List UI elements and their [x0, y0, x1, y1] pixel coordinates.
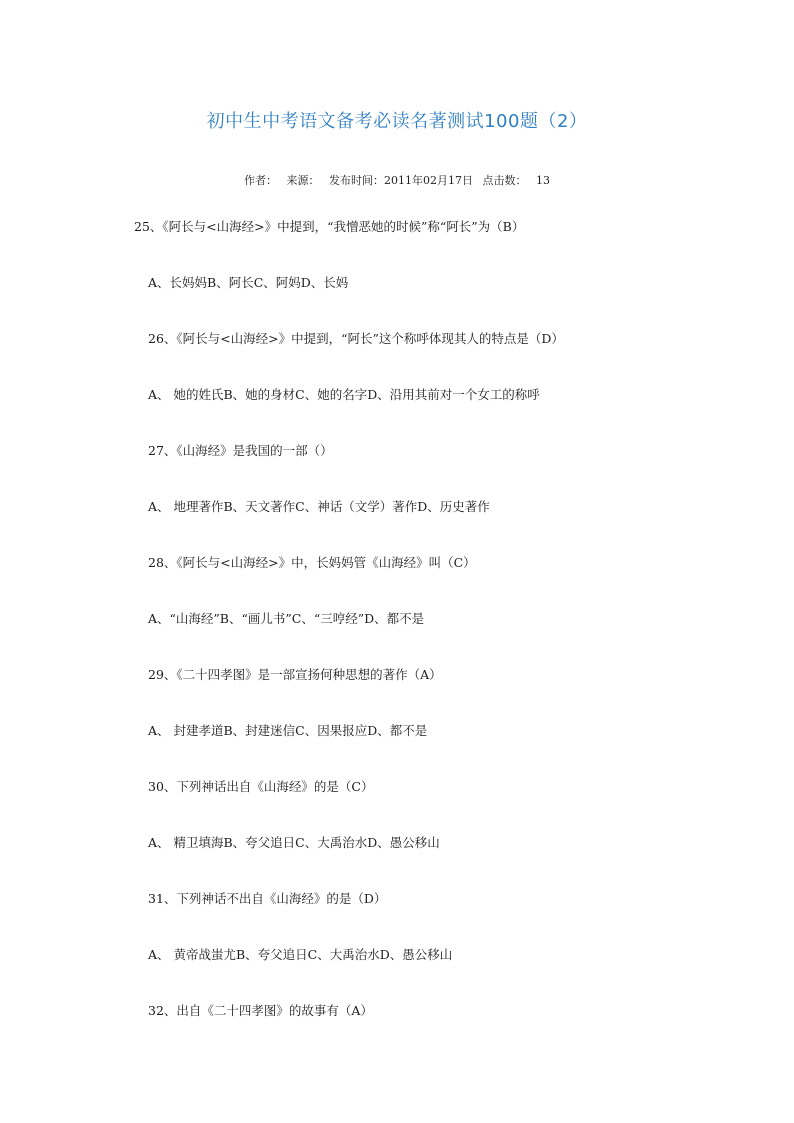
- question-30: 30、下列神话出自《山海经》的是（C）: [148, 779, 374, 794]
- options-27: A、 地理著作B、天文著作C、神话（文学）著作D、历史著作: [148, 499, 490, 514]
- options-28: A、“山海经”B、“画儿书”C、“三哼经”D、都不是: [148, 611, 425, 626]
- question-32: 32、出自《二十四孝图》的故事有（A）: [148, 1003, 373, 1018]
- options-25: A、长妈妈B、阿长C、阿妈D、长妈: [148, 275, 349, 290]
- source-label: 来源：: [286, 174, 320, 187]
- publish-date: 2011年02月17日: [384, 174, 473, 187]
- question-25: 25、《阿长与<山海经>》中提到，“我憎恶她的时候”称“阿长”为（B）: [134, 219, 525, 234]
- article-meta: [0, 172, 794, 188]
- options-26: A、 她的姓氏B、她的身材C、她的名字D、沿用其前对一个女工的称呼: [148, 387, 540, 402]
- options-31: A、 黄帝战蚩尤B、夸父追日C、大禹治水D、愚公移山: [148, 947, 453, 962]
- page-title: 初中生中考语文备考必读名著测试100题（2）: [206, 111, 588, 132]
- author-label: 作者：: [244, 174, 277, 187]
- question-26: 26、《阿长与<山海经>》中提到，“阿长”这个称呼体现其人的特点是（D）: [148, 331, 564, 346]
- publish-label: [329, 174, 473, 187]
- question-29: 29、《二十四孝图》是一部宣扬何种思想的著作（A）: [148, 667, 442, 682]
- publish-time-label: 发布时间：: [329, 174, 384, 187]
- clicks-label: 点击数：: [482, 174, 527, 187]
- clicks-value: 13: [536, 174, 550, 187]
- options-30: A、 精卫填海B、夸父追日C、大禹治水D、愚公移山: [148, 835, 440, 850]
- question-31: 31、下列神话不出自《山海经》的是（D）: [148, 891, 387, 906]
- question-27: 27、《山海经》是我国的一部（）: [148, 443, 333, 458]
- question-28: 28、《阿长与<山海经>》中，长妈妈管《山海经》叫（C）: [148, 555, 476, 570]
- options-29: A、 封建孝道B、封建迷信C、因果报应D、都不是: [148, 723, 428, 738]
